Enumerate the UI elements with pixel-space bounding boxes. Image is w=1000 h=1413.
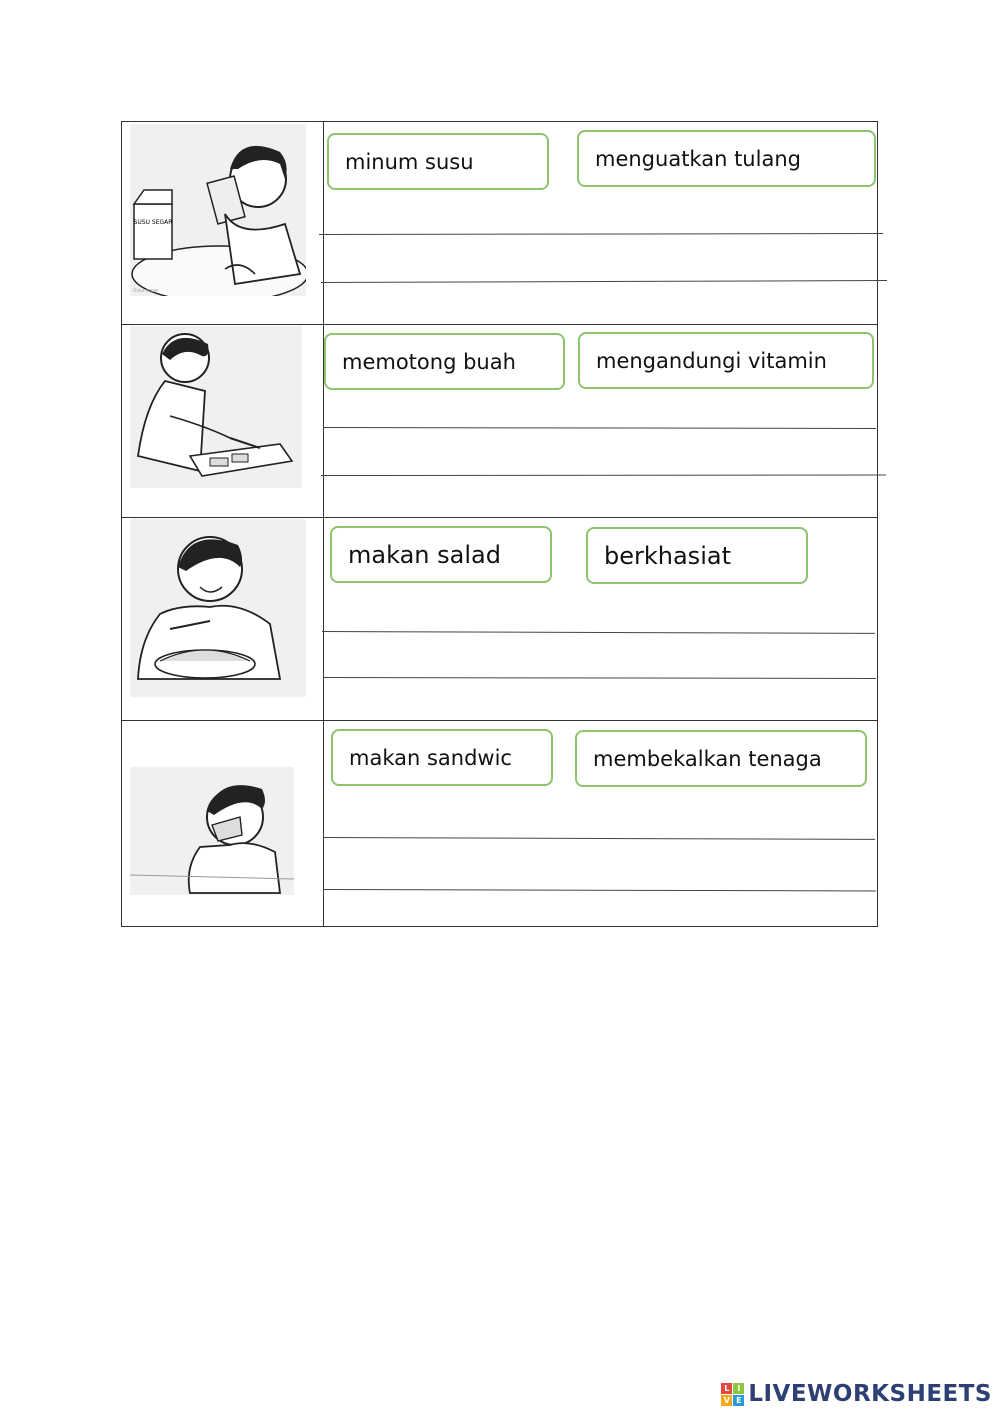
logo-letter: I [733,1383,744,1394]
drag-chip[interactable]: menguatkan tulang [577,130,876,187]
drag-chip[interactable]: minum susu [327,133,549,190]
answer-line [323,427,876,429]
answer-line [321,280,887,283]
worksheet-table [121,121,878,927]
liveworksheets-logo [721,1381,992,1407]
answer-line [322,631,875,634]
boy-eating-salad-illustration [130,519,306,697]
worksheet-row-1 [122,122,877,324]
boy-drinking-milk-illustration [130,124,306,296]
logo-letter: L [721,1383,732,1394]
boy-eating-sandwich-illustration [130,767,294,895]
liveworksheets-logo-icon [721,1383,744,1406]
answer-line [323,889,876,891]
liveworksheets-wordmark: LIVEWORKSHEETS [748,1381,992,1407]
answer-line [319,233,883,235]
boy-eating-salad-icon [130,519,306,697]
worksheet-row-2 [122,325,877,517]
logo-letter: E [733,1395,744,1406]
worksheet-row-4 [122,721,877,927]
logo-letter: V [721,1395,732,1406]
drag-chip[interactable]: makan salad [330,526,552,583]
boy-cutting-fruit-illustration [130,326,302,488]
drag-chip[interactable]: memotong buah [324,333,565,390]
boy-cutting-fruit-icon [130,326,302,488]
drag-chip[interactable]: makan sandwic [331,729,553,786]
boy-drinking-milk-icon [130,124,306,296]
drag-chip[interactable]: berkhasiat [586,527,808,584]
drag-chip[interactable]: membekalkan tenaga [575,730,867,787]
boy-eating-sandwich-icon [130,767,294,895]
answer-line [321,475,886,476]
drag-chip[interactable]: mengandungi vitamin [578,332,874,389]
carton-label: SUSU SEGAR [133,219,173,226]
worksheet-row-3 [122,518,877,720]
answer-line [323,837,875,840]
answer-line [323,677,876,679]
image-caption: Susu segar [133,288,159,294]
